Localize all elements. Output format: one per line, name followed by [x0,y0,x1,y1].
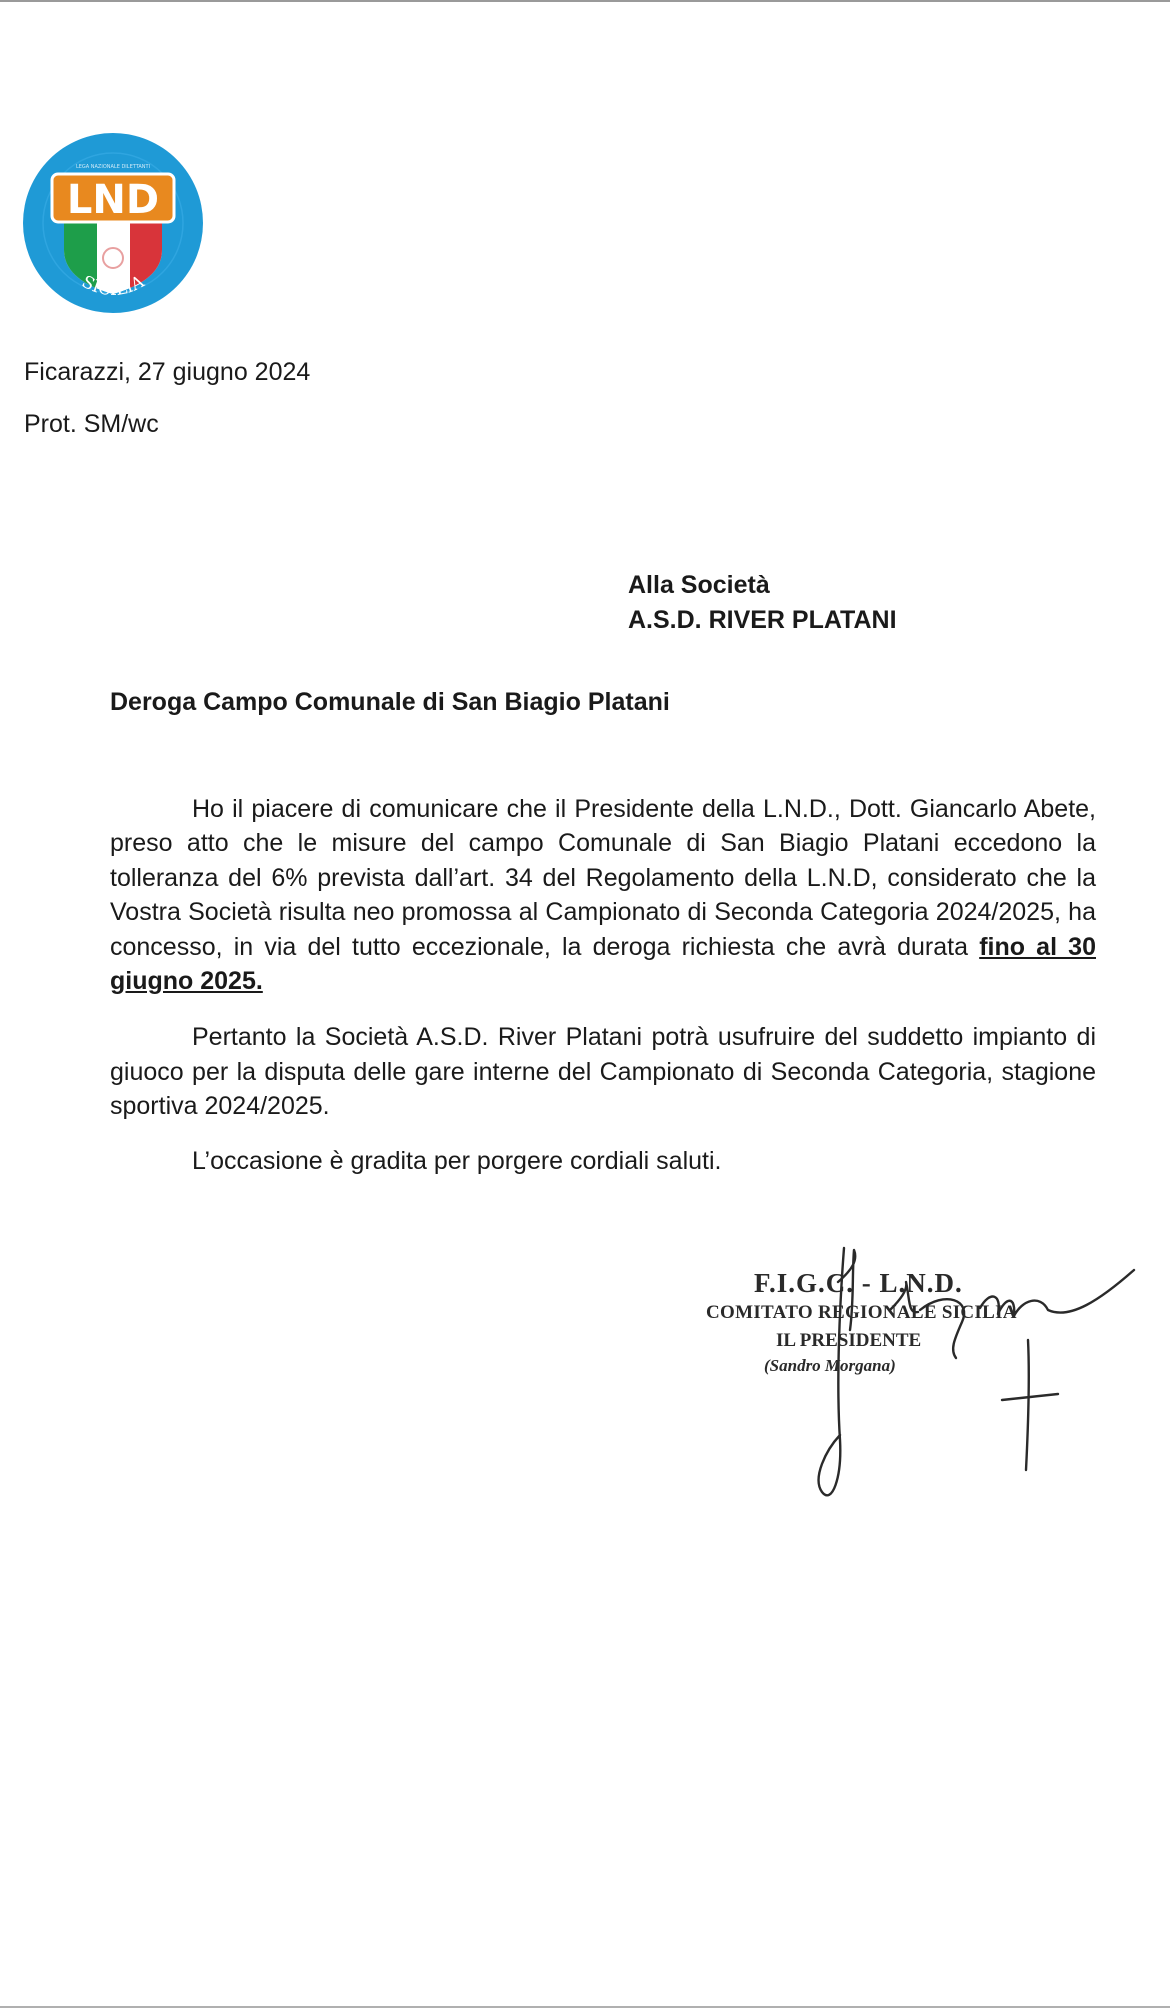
bottom-border [0,2006,1170,2008]
place-date: Ficarazzi, 27 giugno 2024 [24,358,311,386]
recipient-line2: A.S.D. RIVER PLATANI [628,606,897,634]
letter-body [110,792,1096,1198]
logo-brand-text: LND [66,177,160,223]
stamp-line2: COMITATO REGIONALE SICILIA [706,1302,1017,1323]
deadline-text: fino al 30 giugno 2025. [110,932,1096,996]
recipient-block [628,568,897,638]
top-border [0,0,1170,2]
lnd-sicilia-logo [22,130,204,316]
recipient-line1: Alla Società [628,571,770,599]
logo-small-text: LEGA NAZIONALE DILETTANTI [75,164,151,170]
handwritten-signature [740,1230,1140,1530]
subject-line: Deroga Campo Comunale di San Biagio Platani [110,688,670,716]
stamp-line4: (Sandro Morgana) [764,1356,896,1375]
logo-region-text: SICILIA [78,271,148,301]
paragraph-1 [110,792,1096,998]
paragraph-3: L’occasione è gradita per porgere cordiali saluti. [192,1146,722,1175]
stamp-line1: F.I.G.C. - L.N.D. [754,1268,963,1298]
paragraph-2: Pertanto la Società A.S.D. River Platani potrà usufruire del suddetto impianto di giuoco per la disputa delle gare interne del Campionato di Seconda Categoria, stagione sportiva 2024/2025. [110,1023,1096,1121]
paragraph-1-text: Ho il piacere di comunicare che il Presidente della L.N.D., Dott. Giancarlo Abete, preso atto che le misure del campo Comunale di San Biagio Platani eccedono la tolleranza del 6% prevista dall’art. 34 del Regolamento della L.N.D, considerato che la Vostra Società risulta neo promossa al Campionato di Seconda Categoria 2024/2025, ha concesso, in via del tutto eccezionale, la deroga richiesta che avrà durata [110,795,1096,961]
stamp-line3: IL PRESIDENTE [776,1330,922,1351]
protocol-number: Prot. SM/wc [24,410,159,438]
